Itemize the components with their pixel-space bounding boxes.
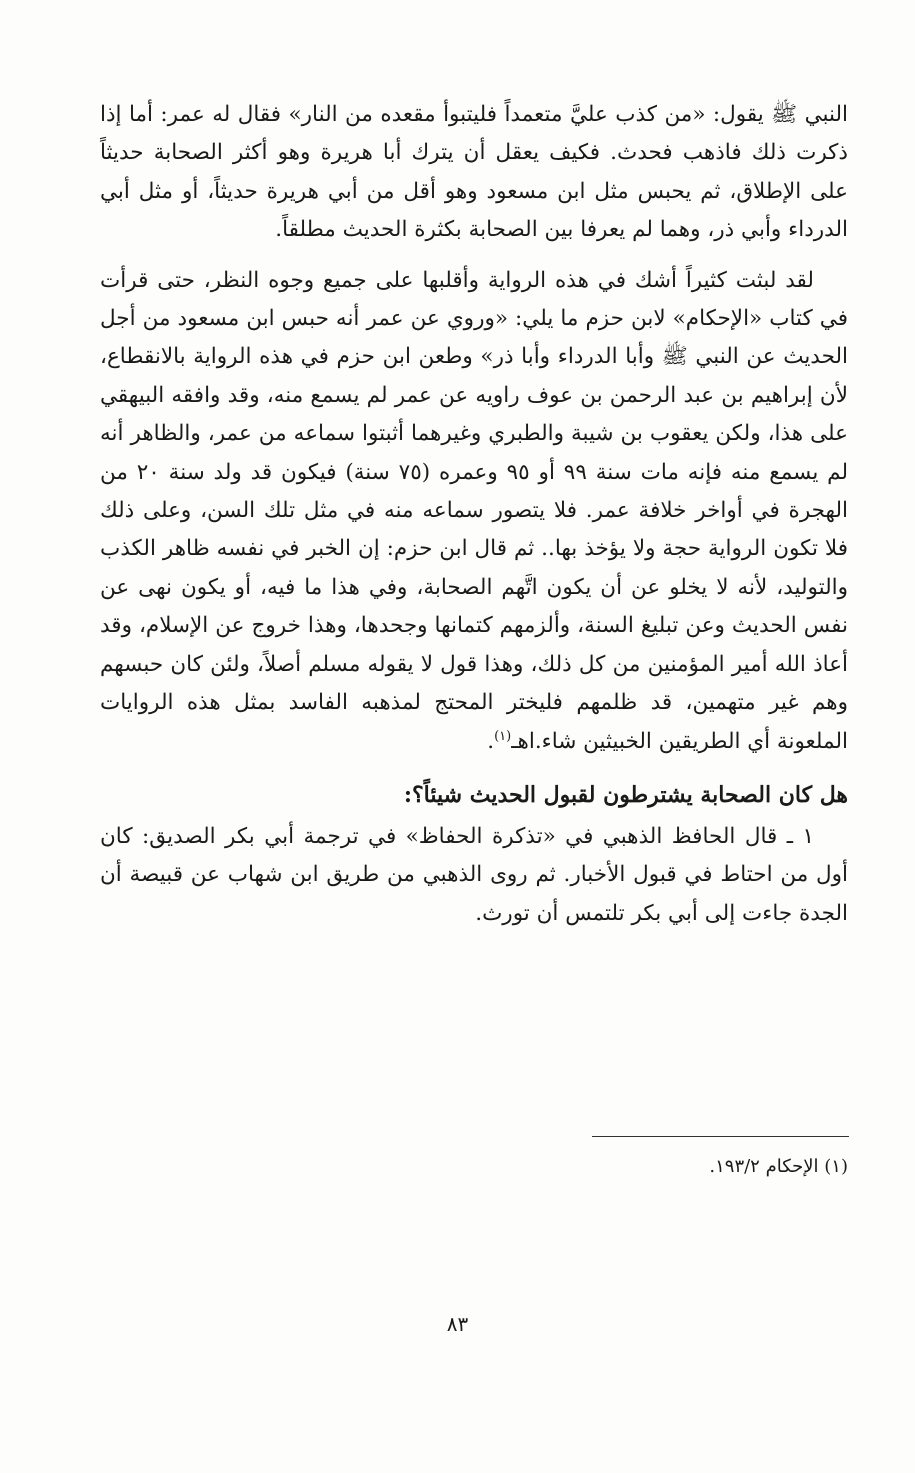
footnote-reference: (١) <box>494 728 512 744</box>
main-text <box>100 96 848 933</box>
page-number: ٨٣ <box>446 1312 469 1336</box>
footnote: (١) الإحكام ١٩٣/٢. <box>709 1156 848 1177</box>
paragraph-2-trailing: . <box>487 728 495 754</box>
section-heading: هل كان الصحابة يشترطون لقبول الحديث شيئاً؟: <box>403 781 848 808</box>
page-body <box>100 96 848 1473</box>
paragraph-3: ١ ـ قال الحافظ الذهبي في «تذكرة الحفاظ» في ترجمة أبي بكر الصديق: كان أول من احتاط في قبول الأخبار. ثم روى الذهبي من طريق ابن شهاب عن قبيصة أن الجدة جاءت إلى أبي بكر تلتمس أن تورث. <box>100 823 848 926</box>
paragraph-2-text: لقد لبثت كثيراً أشك في هذه الرواية وأقلبها على جميع وجوه النظر، حتى قرأت في كتاب «الإحكام» لابن حزم ما يلي: «وروي عن عمر أنه حبس ابن مسعود من أجل الحديث عن النبي ﷺ وأبا الدرداء وأبا ذر» وطعن ابن حزم في هذه الرواية بالانقطاع، لأن إبراهيم بن عبد الرحمن بن عوف راويه عن عمر لم يسمع منه، وقد وافقه البيهقي على هذا، ولكن يعقوب بن شيبة والطبري وغيرهما أثبتوا سماعه من عمر، والظاهر أنه لم يسمع منه فإنه مات سنة ٩٩ أو ٩٥ وعمره (٧٥ سنة) فيكون قد ولد سنة ٢٠ من الهجرة في أواخر خلافة عمر. فلا يتصور سماعه منه في مثل تلك السن، وعلى ذلك فلا تكون الرواية حجة ولا يؤخذ بها.. ثم قال ابن حزم: إن الخبر في نفسه ظاهر الكذب والتوليد، لأنه لا يخلو عن أن يكون اتَّهم الصحابة، وفي هذا ما فيه، أو يكون نهى عن نفس الحديث وعن تبليغ السنة، وألزمهم كتمانها وجحدها، وهذا خروج عن الإسلام، وقد أعاذ الله أمير المؤمنين من كل ذلك، وهذا قول لا يقوله مسلم أصلاً، ولئن كان حبسهم وهم غير متهمين، قد ظلمهم فليختر المحتج لمذهبه الفاسد بمثل هذه الروايات الملعونة أي الطريقين الخبيثين شاء.اهـ <box>100 267 849 754</box>
paragraph-1: النبي ﷺ يقول: «من كذب عليَّ متعمداً فليتبوأ مقعده من النار» فقال له عمر: أما إذا ذكرت ذلك فاذهب فحدث. فكيف يعقل أن يترك أبا هريرة وهو أكثر الصحابة حديثاً على الإطلاق، ثم يحبس مثل ابن مسعود وهو أقل من أبي هريرة حديثاً، أو مثل أبي الدرداء وأبي ذر، وهما لم يعرفا بين الصحابة بكثرة الحديث مطلقاً. <box>100 102 848 243</box>
paragraph-2 <box>100 262 848 761</box>
footnote-divider <box>592 1136 849 1137</box>
